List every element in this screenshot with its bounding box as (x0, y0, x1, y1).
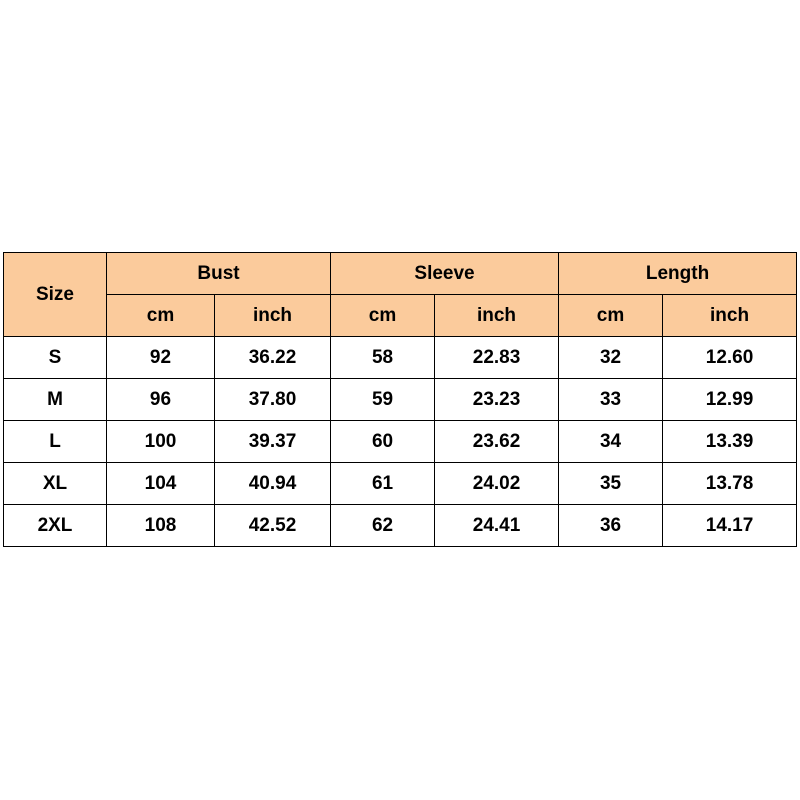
sleeve-cm-cell: 60 (331, 421, 435, 463)
bust-inch-cell: 36.22 (215, 337, 331, 379)
length-inch-header: inch (663, 295, 797, 337)
sleeve-inch-cell: 23.62 (435, 421, 559, 463)
table-row (4, 463, 797, 505)
table-body (4, 337, 797, 547)
bust-cm-cell: 108 (107, 505, 215, 547)
length-inch-cell: 13.39 (663, 421, 797, 463)
size-cell: 2XL (4, 505, 107, 547)
sleeve-inch-header: inch (435, 295, 559, 337)
header-row-groups (4, 253, 797, 295)
table-row (4, 505, 797, 547)
bust-inch-cell: 37.80 (215, 379, 331, 421)
size-header: Size (4, 253, 107, 337)
sleeve-cm-header: cm (331, 295, 435, 337)
bust-header: Bust (107, 253, 331, 295)
length-inch-cell: 12.60 (663, 337, 797, 379)
table-row (4, 379, 797, 421)
sleeve-inch-cell: 24.02 (435, 463, 559, 505)
size-cell: XL (4, 463, 107, 505)
bust-cm-cell: 104 (107, 463, 215, 505)
sleeve-cm-cell: 62 (331, 505, 435, 547)
sleeve-cm-cell: 58 (331, 337, 435, 379)
sleeve-header: Sleeve (331, 253, 559, 295)
bust-cm-cell: 96 (107, 379, 215, 421)
table-row (4, 337, 797, 379)
length-cm-cell: 32 (559, 337, 663, 379)
sleeve-inch-cell: 24.41 (435, 505, 559, 547)
sleeve-cm-cell: 61 (331, 463, 435, 505)
length-cm-header: cm (559, 295, 663, 337)
length-inch-cell: 12.99 (663, 379, 797, 421)
length-inch-cell: 14.17 (663, 505, 797, 547)
bust-cm-cell: 100 (107, 421, 215, 463)
bust-inch-header: inch (215, 295, 331, 337)
bust-cm-cell: 92 (107, 337, 215, 379)
size-cell: S (4, 337, 107, 379)
length-cm-cell: 36 (559, 505, 663, 547)
size-chart-table (3, 252, 797, 547)
sleeve-inch-cell: 23.23 (435, 379, 559, 421)
table-header (4, 253, 797, 337)
header-row-units (4, 295, 797, 337)
bust-inch-cell: 40.94 (215, 463, 331, 505)
length-cm-cell: 35 (559, 463, 663, 505)
size-cell: M (4, 379, 107, 421)
size-cell: L (4, 421, 107, 463)
table-row (4, 421, 797, 463)
length-cm-cell: 33 (559, 379, 663, 421)
bust-cm-header: cm (107, 295, 215, 337)
bust-inch-cell: 42.52 (215, 505, 331, 547)
length-cm-cell: 34 (559, 421, 663, 463)
sleeve-cm-cell: 59 (331, 379, 435, 421)
length-header: Length (559, 253, 797, 295)
sleeve-inch-cell: 22.83 (435, 337, 559, 379)
bust-inch-cell: 39.37 (215, 421, 331, 463)
length-inch-cell: 13.78 (663, 463, 797, 505)
